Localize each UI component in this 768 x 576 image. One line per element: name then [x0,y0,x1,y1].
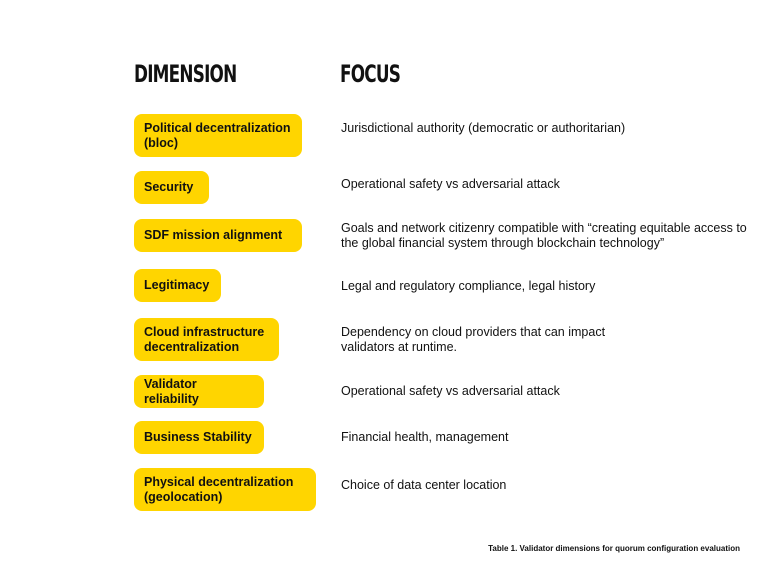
focus-column-header: FOCUS [340,60,401,88]
table-caption: Table 1. Validator dimensions for quorum configuration evaluation [488,544,740,553]
focus-text-legitimacy: Legal and regulatory compliance, legal history [341,279,596,293]
dimension-column-header: DIMENSION [134,60,237,88]
dimension-pill-sdf-mission-alignment: SDF mission alignment [134,219,302,252]
dimension-pill-political-decentralization: Political decentralization (bloc) [134,114,302,157]
dimension-pill-physical-decentralization: Physical decentralization (geolocation) [134,468,316,511]
dimension-pill-security: Security [134,171,209,204]
dimension-pill-validator-reliability: Validator reliability [134,375,264,408]
focus-text-political-decentralization: Jurisdictional authority (democratic or authoritarian) [341,121,626,135]
dimension-pill-legitimacy: Legitimacy [134,269,221,302]
focus-text-business-stability: Financial health, management [341,430,509,444]
focus-text-sdf-mission-alignment: Goals and network citizenry compatible with “creating equitable access to the global financial system through blockchain technology” [341,221,747,250]
focus-text-physical-decentralization: Choice of data center location [341,478,507,492]
dimension-pill-business-stability: Business Stability [134,421,264,454]
focus-text-cloud-infrastructure: Dependency on cloud providers that can impact validators at runtime. [341,325,606,354]
dimension-pill-cloud-infrastructure: Cloud infrastructure decentralization [134,318,279,361]
focus-text-security: Operational safety vs adversarial attack [341,177,560,191]
focus-text-validator-reliability: Operational safety vs adversarial attack [341,384,560,398]
